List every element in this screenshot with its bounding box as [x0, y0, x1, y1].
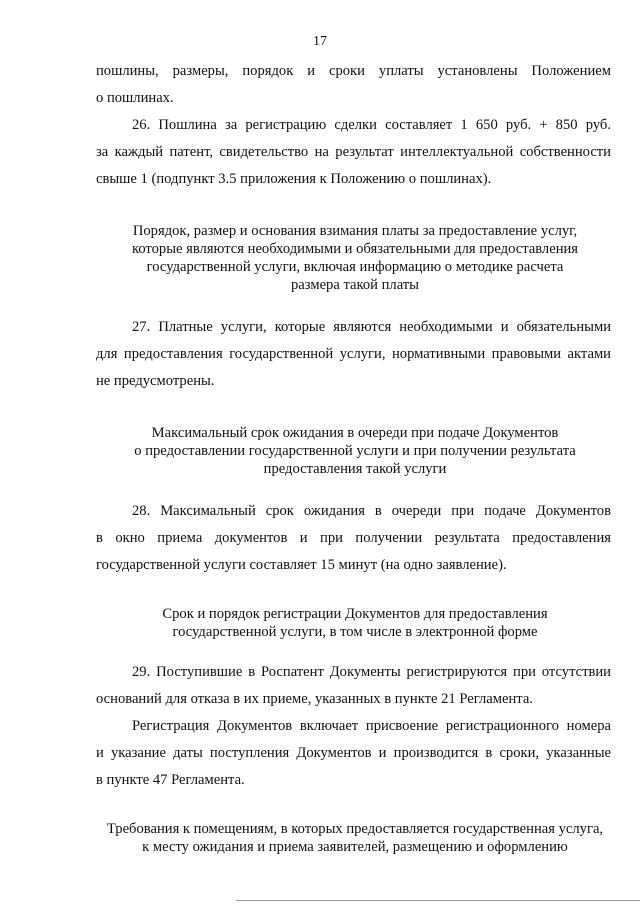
page-number: 17	[313, 34, 327, 49]
section-heading-line: государственной услуги, включая информацию о методике расчета	[146, 259, 564, 275]
section-heading-line: Требования к помещениям, в которых предоставляется государственная услуга,	[106, 821, 604, 837]
paragraph-line: о пошлинах.	[96, 90, 174, 106]
paragraph-line: 28. Максимальный срок ожидания в очереди при подаче Документов	[132, 503, 611, 519]
section-heading-line: к месту ожидания и приема заявителей, размещению и оформлению	[142, 839, 568, 855]
paragraph-line: свыше 1 (подпункт 3.5 приложения к Положению о пошлинах).	[96, 171, 492, 187]
section-heading-line: Порядок, размер и основания взимания платы за предоставление услуг,	[132, 223, 578, 239]
paragraph-line: в пункте 47 Регламента.	[96, 772, 245, 788]
section-heading-line: государственной услуги, в том числе в электронной форме	[172, 624, 538, 640]
section-heading-line: которые являются необходимыми и обязательными для предоставления	[131, 241, 579, 257]
scan-edge-line	[236, 900, 640, 901]
paragraph-line: для предоставления государственной услуги, нормативными правовыми актами	[96, 346, 611, 362]
paragraph-line: государственной услуги составляет 15 минут (на одно заявление).	[96, 557, 507, 573]
paragraph-line: в окно приема документов и при получении результата предоставления	[96, 530, 611, 546]
paragraph-line: не предусмотрены.	[96, 373, 215, 389]
paragraph-line: 26. Пошлина за регистрацию сделки составляет 1 650 руб. + 850 руб.	[132, 117, 611, 133]
paragraph-line: 29. Поступившие в Роспатент Документы регистрируются при отсутствии	[132, 664, 611, 680]
section-heading-line: предоставления такой услуги	[263, 461, 447, 477]
paragraph-line: за каждый патент, свидетельство на результат интеллектуальной собственности	[96, 144, 611, 160]
paragraph-line: 27. Платные услуги, которые являются необходимыми и обязательными	[132, 319, 611, 335]
paragraph-line: оснований для отказа в их приеме, указанных в пункте 21 Регламента.	[96, 691, 533, 707]
section-heading-line: Максимальный срок ожидания в очереди при подаче Документов	[151, 425, 559, 441]
paragraph-line: и указание даты поступления Документов и производится в сроки, указанные	[96, 745, 611, 761]
section-heading-line: о предоставлении государственной услуги и при получении результата	[134, 443, 576, 459]
paragraph-line: Регистрация Документов включает присвоение регистрационного номера	[132, 718, 611, 734]
section-heading-line: размера такой платы	[291, 277, 419, 293]
paragraph-line: пошлины, размеры, порядок и сроки уплаты установлены Положением	[96, 63, 611, 79]
section-heading-line: Срок и порядок регистрации Документов для предоставления	[162, 606, 548, 622]
